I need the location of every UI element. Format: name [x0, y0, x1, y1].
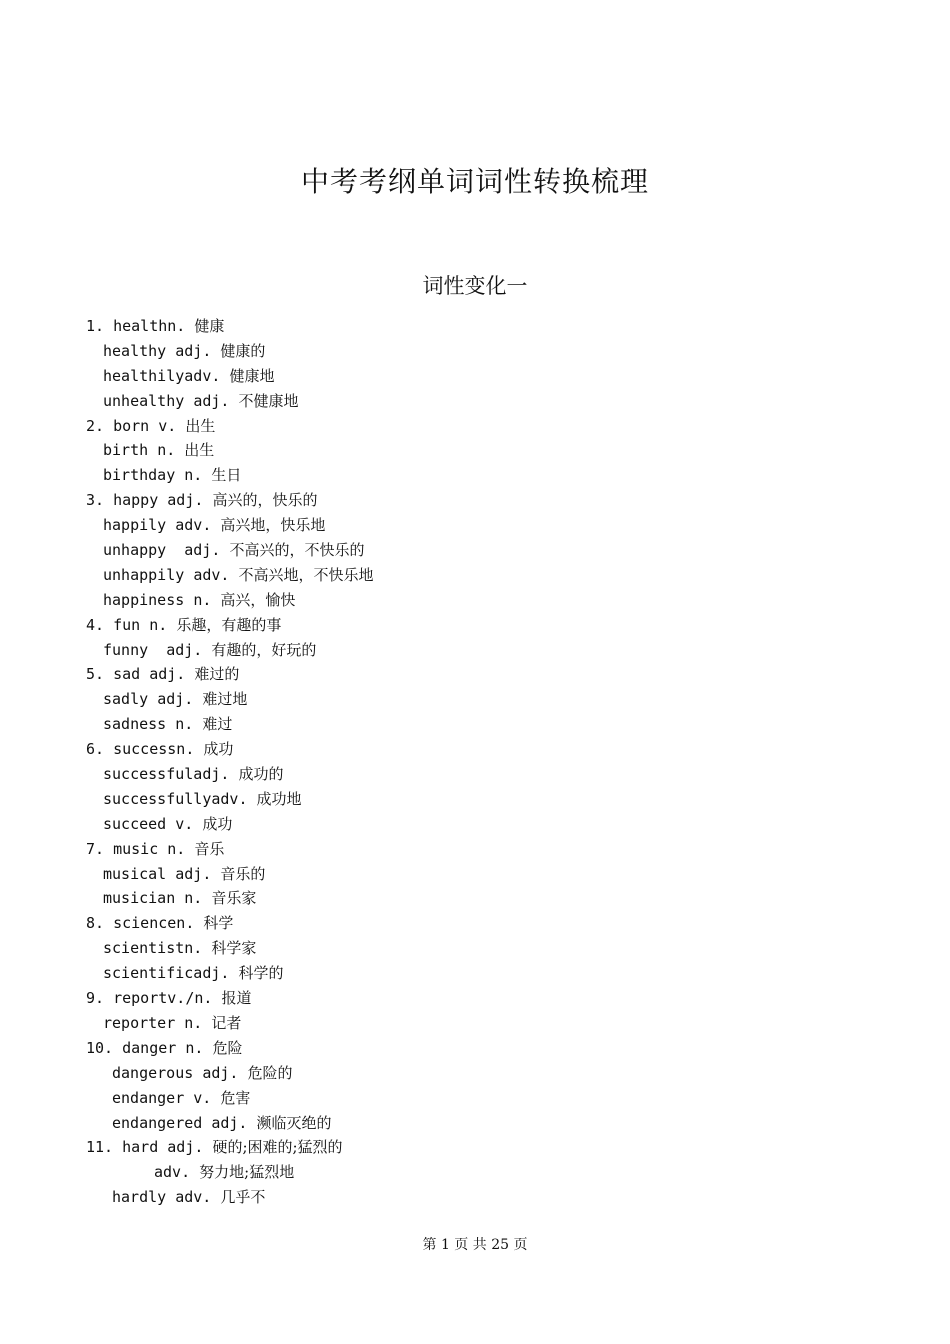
- list-item: [86, 812, 786, 837]
- entry-word: endangered: [112, 1113, 203, 1132]
- list-item: [86, 1061, 786, 1086]
- list-item: [86, 613, 786, 638]
- entry-part-of-speech: adj.: [184, 541, 221, 560]
- entry-meaning: 科学: [203, 914, 234, 933]
- entry-part-of-speech: adj.: [167, 1138, 204, 1157]
- list-item: [86, 588, 786, 613]
- entry-meaning: 危险: [212, 1038, 243, 1057]
- list-item: [86, 513, 786, 538]
- entry-word: sadly: [103, 690, 149, 709]
- list-item: [86, 314, 786, 339]
- entry-word: unhappily: [103, 565, 185, 584]
- entry-word: birthday: [103, 466, 176, 485]
- list-item: [86, 787, 786, 812]
- entry-meaning: 音乐: [194, 839, 225, 858]
- list-item: [86, 538, 786, 563]
- entry-meaning: 不高兴的，不快乐的: [229, 541, 365, 560]
- entry-word: danger: [122, 1038, 177, 1057]
- entry-word: musical: [103, 864, 167, 883]
- entry-meaning: 成功的: [238, 765, 284, 784]
- entry-meaning: 成功: [202, 814, 233, 833]
- entry-word: sadness: [103, 715, 167, 734]
- entry-meaning: 生日: [211, 466, 242, 485]
- entry-number: 11.: [86, 1138, 114, 1157]
- entry-part-of-speech: adv.: [193, 565, 230, 584]
- entry-meaning: 努力地;猛烈地: [199, 1163, 295, 1182]
- entry-part-of-speech: n.: [184, 466, 203, 485]
- entry-part-of-speech: n.: [184, 889, 203, 908]
- entry-meaning: 高兴，愉快: [220, 590, 296, 609]
- entry-meaning: 成功: [203, 740, 234, 759]
- list-item: [86, 463, 786, 488]
- entry-word: hard: [122, 1138, 159, 1157]
- entry-part-of-speech: adj.: [175, 864, 212, 883]
- entry-meaning: 乐趣，有趣的事: [176, 615, 282, 634]
- list-item: [86, 1011, 786, 1036]
- list-item: [86, 1160, 786, 1185]
- entry-word: musician: [103, 889, 176, 908]
- entry-part-of-speech: v.: [193, 1088, 212, 1107]
- entry-meaning: 几乎不: [220, 1188, 266, 1207]
- entry-part-of-speech: adj.: [211, 1113, 248, 1132]
- entry-meaning: 健康地: [229, 366, 275, 385]
- entry-word: healthy: [103, 341, 167, 360]
- entry-word: reportv./n.: [113, 989, 213, 1008]
- entry-word: happily: [103, 516, 167, 535]
- list-item: [86, 837, 786, 862]
- entry-word: healthn.: [113, 317, 186, 335]
- entry-word: successfullyadv.: [103, 789, 248, 808]
- entry-number: 7.: [86, 839, 105, 858]
- entry-meaning: 不高兴地，不快乐地: [238, 565, 374, 584]
- entry-part-of-speech: n.: [175, 715, 194, 734]
- entry-number: 4.: [86, 615, 105, 634]
- list-item: [86, 339, 786, 364]
- entry-word: happiness: [103, 590, 185, 609]
- entry-meaning: 危险的: [247, 1063, 293, 1082]
- entry-part-of-speech: adv.: [175, 1188, 212, 1207]
- entry-word: scientificadj.: [103, 964, 230, 983]
- entry-meaning: 难过地: [202, 690, 248, 709]
- list-item: [86, 936, 786, 961]
- list-item: [86, 886, 786, 911]
- entry-meaning: 硬的;困难的;猛烈的: [212, 1138, 343, 1157]
- list-item: [86, 986, 786, 1011]
- entry-part-of-speech: n.: [185, 1038, 204, 1057]
- list-item: [86, 1135, 786, 1160]
- entry-part-of-speech: n.: [193, 590, 212, 609]
- entry-part-of-speech: n.: [167, 839, 186, 858]
- entry-number: 3.: [86, 491, 105, 510]
- entry-part-of-speech: adj.: [175, 341, 212, 360]
- entry-part-of-speech: adv.: [154, 1163, 191, 1182]
- entry-word: successn.: [113, 740, 195, 759]
- list-item: [86, 662, 786, 687]
- entry-number: 9.: [86, 989, 105, 1008]
- entry-meaning: 音乐的: [220, 864, 266, 883]
- entry-meaning: 成功地: [256, 789, 302, 808]
- page-footer: 第 1 页 共 25 页: [422, 1237, 528, 1253]
- entry-word: endanger: [112, 1088, 185, 1107]
- entry-meaning: 报道: [221, 989, 252, 1008]
- entry-meaning: 难过的: [194, 665, 240, 684]
- entry-number: 5.: [86, 665, 105, 684]
- entry-word: successfuladj.: [103, 765, 230, 784]
- entry-word: scientistn.: [103, 939, 203, 958]
- entry-number: 1.: [86, 317, 105, 335]
- entry-number: 10.: [86, 1038, 114, 1057]
- list-item: [86, 1111, 786, 1136]
- entry-meaning: 音乐家: [211, 889, 257, 908]
- entry-word: born: [113, 416, 150, 435]
- entry-meaning: 科学家: [211, 939, 257, 958]
- list-item: [86, 389, 786, 414]
- entry-meaning: 出生: [184, 441, 215, 460]
- list-item: [86, 712, 786, 737]
- entry-part-of-speech: adj.: [167, 491, 204, 510]
- entry-part-of-speech: adj.: [166, 640, 203, 659]
- list-item: [86, 862, 786, 887]
- entry-part-of-speech: adv.: [175, 516, 212, 535]
- list-item: [86, 961, 786, 986]
- entry-word: happy: [113, 491, 159, 510]
- entry-part-of-speech: n.: [149, 615, 168, 634]
- entry-word: birth: [103, 441, 149, 460]
- entry-meaning: 健康: [194, 317, 225, 335]
- entry-meaning: 高兴的，快乐的: [212, 491, 318, 510]
- entry-word: funny: [103, 640, 158, 659]
- entry-meaning: 难过: [202, 715, 233, 734]
- entry-part-of-speech: adj.: [149, 665, 186, 684]
- list-item: [86, 1185, 786, 1210]
- entry-word: sciencen.: [113, 914, 195, 933]
- entry-meaning: 记者: [211, 1013, 242, 1032]
- word-list: [86, 314, 786, 1210]
- entry-meaning: 危害: [220, 1088, 251, 1107]
- entry-meaning: 健康的: [220, 341, 266, 360]
- list-item: [86, 762, 786, 787]
- entry-word: dangerous: [112, 1063, 194, 1082]
- section-title: 词性变化一: [422, 274, 528, 298]
- list-item: [86, 687, 786, 712]
- entry-word: unhealthy: [103, 391, 185, 410]
- list-item: [86, 1036, 786, 1061]
- page-title: 中考考纲单词词性转换梳理: [300, 165, 649, 198]
- entry-meaning: 出生: [185, 416, 216, 435]
- list-item: [86, 488, 786, 513]
- list-item: [86, 1086, 786, 1111]
- entry-word: reporter: [103, 1013, 176, 1032]
- entry-part-of-speech: n.: [184, 1013, 203, 1032]
- entry-part-of-speech: v.: [175, 814, 194, 833]
- entry-part-of-speech: adj.: [157, 690, 194, 709]
- list-item: [86, 911, 786, 936]
- list-item: [86, 414, 786, 439]
- list-item: [86, 638, 786, 663]
- entry-meaning: 科学的: [238, 964, 284, 983]
- entry-word: fun: [113, 615, 141, 634]
- entry-word: unhappy: [103, 541, 176, 560]
- entry-word: sad: [113, 665, 141, 684]
- entry-number: 6.: [86, 740, 105, 759]
- entry-meaning: 有趣的，好玩的: [211, 640, 317, 659]
- entry-part-of-speech: v.: [158, 416, 177, 435]
- entry-word: music: [113, 839, 159, 858]
- entry-meaning: 不健康地: [238, 391, 299, 410]
- entry-number: 2.: [86, 416, 105, 435]
- entry-word: hardly: [112, 1188, 167, 1207]
- entry-part-of-speech: adj.: [202, 1063, 239, 1082]
- entry-word: healthilyadv.: [103, 366, 221, 385]
- list-item: [86, 438, 786, 463]
- entry-part-of-speech: n.: [157, 441, 176, 460]
- entry-part-of-speech: adj.: [193, 391, 230, 410]
- list-item: [86, 364, 786, 389]
- entry-number: 8.: [86, 914, 105, 933]
- entry-meaning: 濒临灭绝的: [256, 1113, 332, 1132]
- list-item: [86, 737, 786, 762]
- entry-word: succeed: [103, 814, 167, 833]
- entry-meaning: 高兴地，快乐地: [220, 516, 326, 535]
- list-item: [86, 563, 786, 588]
